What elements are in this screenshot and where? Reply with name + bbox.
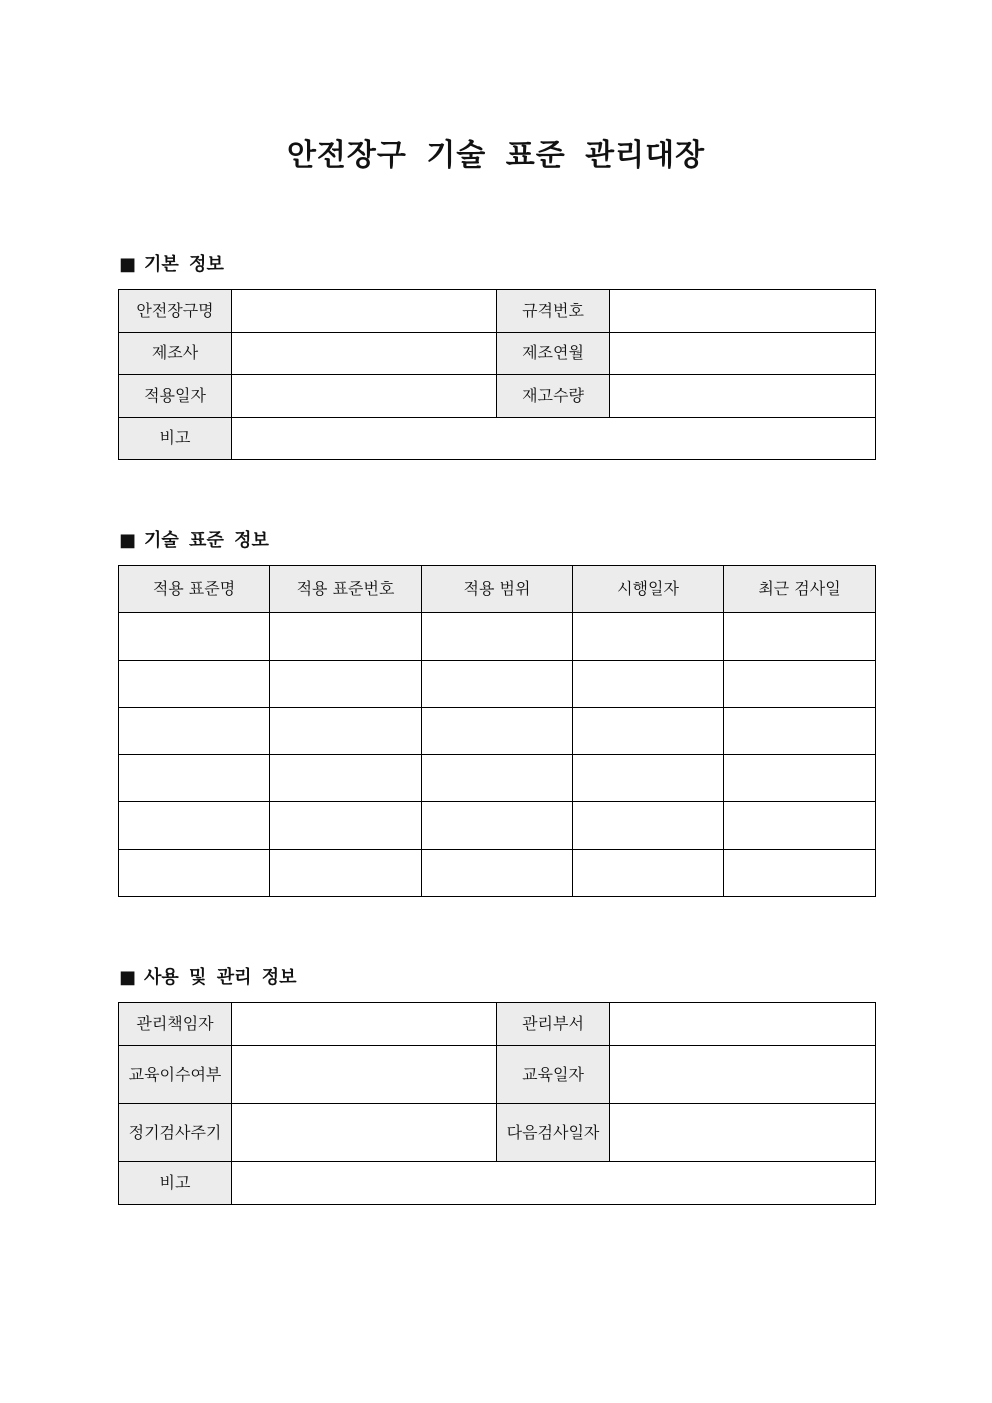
label-equipment-name: 안전장구명: [119, 290, 232, 333]
label-department: 관리부서: [497, 1003, 610, 1046]
table-cell[interactable]: [422, 755, 573, 802]
table-row: [119, 660, 876, 707]
table-row: [119, 802, 876, 849]
table-row: [119, 290, 876, 333]
table-cell[interactable]: [422, 613, 573, 660]
table-row: [119, 613, 876, 660]
square-bullet-icon: ■: [119, 967, 137, 988]
table-cell[interactable]: [270, 755, 422, 802]
label-inspection-cycle: 정기검사주기: [119, 1104, 232, 1162]
field-stock-quantity[interactable]: [610, 375, 876, 418]
table-row: [119, 417, 876, 460]
table-row: [119, 1104, 876, 1162]
label-note: 비고: [119, 417, 232, 460]
label-manufacturer: 제조사: [119, 332, 232, 375]
table-cell[interactable]: [119, 755, 270, 802]
table-cell[interactable]: [119, 849, 270, 896]
field-department[interactable]: [610, 1003, 876, 1046]
table-row: [119, 707, 876, 754]
table-cell[interactable]: [270, 849, 422, 896]
table-cell[interactable]: [422, 802, 573, 849]
table-row: [119, 755, 876, 802]
usage-info-table: [118, 1002, 876, 1205]
table-row: [119, 375, 876, 418]
field-training-completed[interactable]: [232, 1046, 497, 1104]
table-cell[interactable]: [270, 707, 422, 754]
section-heading-usage-label: 사용 및 관리 정보: [144, 967, 297, 988]
page-title: 안전장구 기술 표준 관리대장: [286, 138, 706, 173]
table-cell[interactable]: [119, 660, 270, 707]
field-inspection-cycle[interactable]: [232, 1104, 497, 1162]
column-header: 적용 표준명: [119, 566, 270, 613]
table-cell[interactable]: [422, 707, 573, 754]
basic-info-table: [118, 289, 876, 460]
column-header: 시행일자: [573, 566, 724, 613]
column-header: 적용 범위: [422, 566, 573, 613]
table-cell[interactable]: [724, 613, 876, 660]
label-stock-quantity: 재고수량: [497, 375, 610, 418]
table-cell[interactable]: [573, 613, 724, 660]
square-bullet-icon: ■: [119, 254, 137, 275]
table-cell[interactable]: [270, 660, 422, 707]
table-row: [119, 332, 876, 375]
label-manager: 관리책임자: [119, 1003, 232, 1046]
table-cell[interactable]: [270, 802, 422, 849]
field-manufacturer[interactable]: [232, 332, 497, 375]
section-heading-basic: [119, 253, 224, 277]
field-usage-note[interactable]: [232, 1162, 876, 1205]
table-cell[interactable]: [573, 660, 724, 707]
table-row: [119, 1162, 876, 1205]
table-row: [119, 849, 876, 896]
column-header: 적용 표준번호: [270, 566, 422, 613]
table-cell[interactable]: [724, 849, 876, 896]
table-cell[interactable]: [119, 613, 270, 660]
table-row: [119, 1046, 876, 1104]
field-manufacture-date[interactable]: [610, 332, 876, 375]
field-manager[interactable]: [232, 1003, 497, 1046]
table-cell[interactable]: [422, 660, 573, 707]
table-header-row: [119, 566, 876, 613]
column-header: 최근 검사일: [724, 566, 876, 613]
label-manufacture-date: 제조연월: [497, 332, 610, 375]
field-spec-number[interactable]: [610, 290, 876, 333]
field-apply-date[interactable]: [232, 375, 497, 418]
label-next-inspection-date: 다음검사일자: [497, 1104, 610, 1162]
table-row: [119, 1003, 876, 1046]
square-bullet-icon: ■: [119, 530, 137, 551]
table-cell[interactable]: [724, 707, 876, 754]
field-note[interactable]: [232, 417, 876, 460]
table-cell[interactable]: [119, 707, 270, 754]
table-cell[interactable]: [119, 802, 270, 849]
section-heading-basic-label: 기본 정보: [144, 254, 224, 275]
section-heading-standard-label: 기술 표준 정보: [144, 530, 269, 551]
label-usage-note: 비고: [119, 1162, 232, 1205]
table-cell[interactable]: [573, 802, 724, 849]
section-heading-usage: [119, 966, 297, 990]
label-apply-date: 적용일자: [119, 375, 232, 418]
field-training-date[interactable]: [610, 1046, 876, 1104]
table-cell[interactable]: [573, 755, 724, 802]
table-cell[interactable]: [724, 802, 876, 849]
table-cell[interactable]: [270, 613, 422, 660]
field-equipment-name[interactable]: [232, 290, 497, 333]
label-spec-number: 규격번호: [497, 290, 610, 333]
table-cell[interactable]: [724, 755, 876, 802]
field-next-inspection-date[interactable]: [610, 1104, 876, 1162]
table-cell[interactable]: [422, 849, 573, 896]
table-cell[interactable]: [573, 849, 724, 896]
label-training-completed: 교육이수여부: [119, 1046, 232, 1104]
table-cell[interactable]: [573, 707, 724, 754]
table-cell[interactable]: [724, 660, 876, 707]
section-heading-standard: [119, 529, 269, 553]
label-training-date: 교육일자: [497, 1046, 610, 1104]
standard-info-table: [118, 565, 876, 897]
